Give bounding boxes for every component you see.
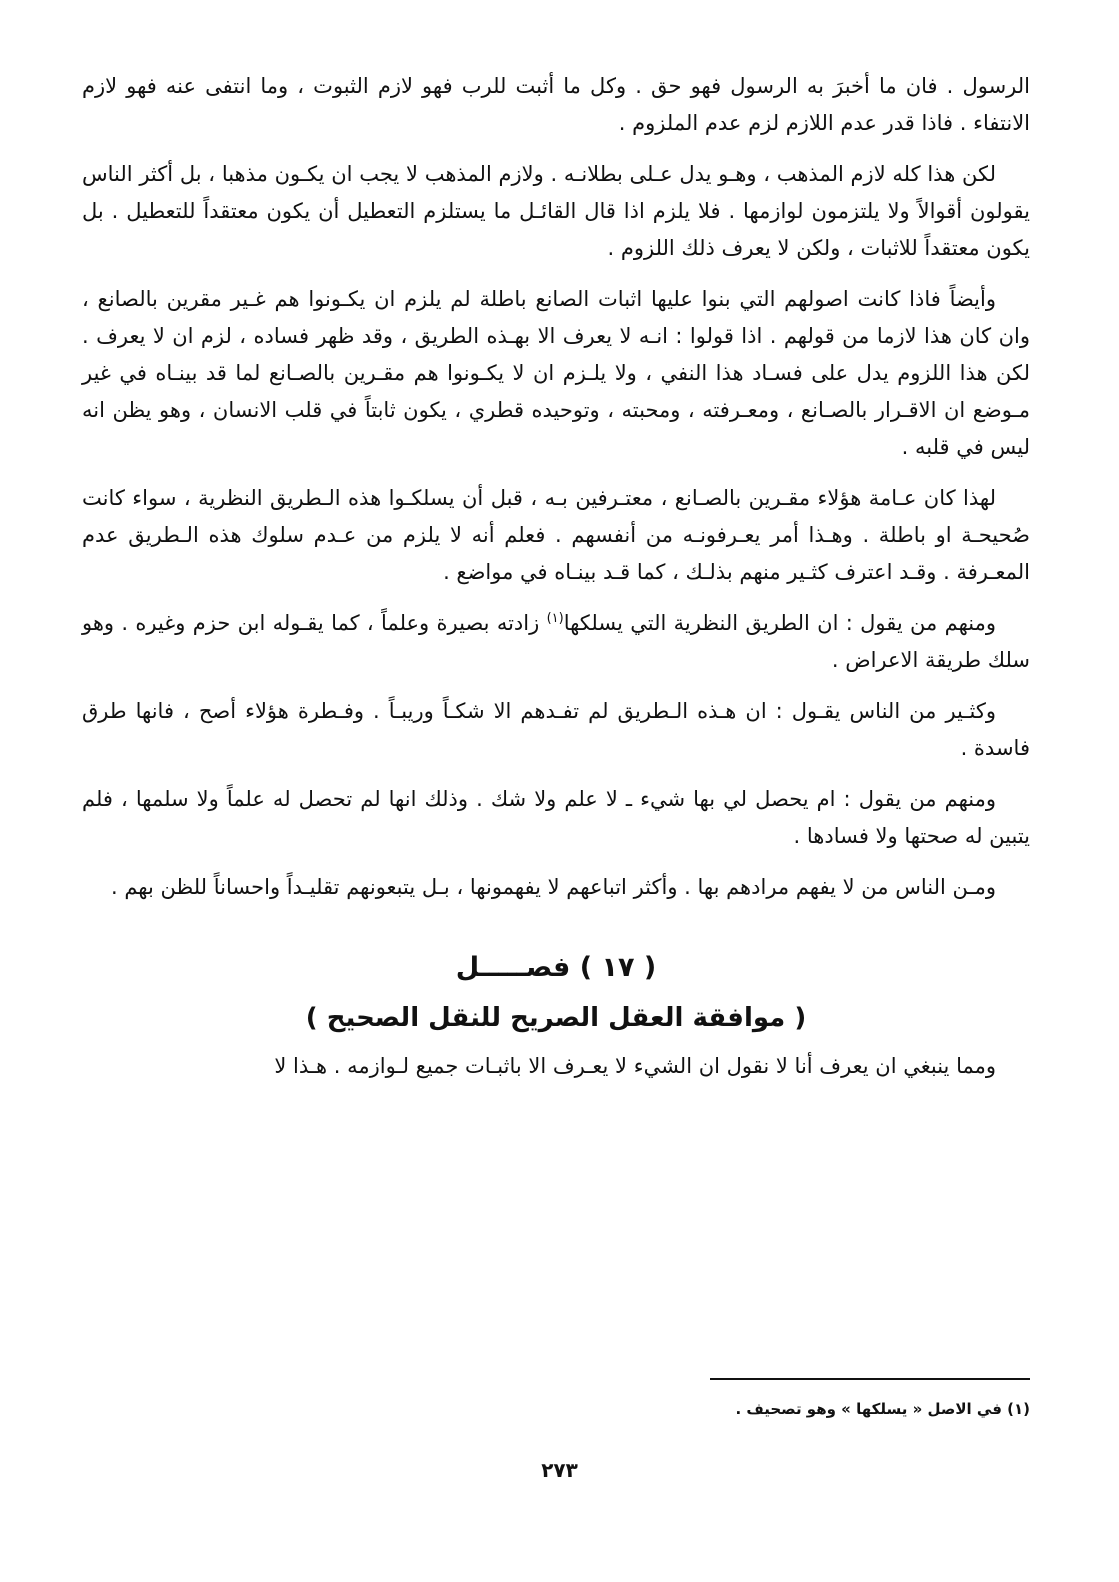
paragraph-5: [82, 605, 1030, 679]
paragraph-4: لهذا كان عـامة هؤلاء مقـرين بالصـانع ، معتـرفين بـه ، قبل أن يسلكـوا هذه الـطريق النظرية ، سواء كانت صُحيحـة او باطلة . وهـذا أمر يعـرفونـه من أنفسهم . فعلم أنه لا يلزم من عـدم سلوك هذه الـطريق عدم المعـرفة . وقـد اعترف كثـير منهم بذلـك ، كما قـد بينـاه في مواضع .: [82, 486, 1030, 584]
paragraph-5-part-2: زادته بصيرة وعلماً ، كما يقـوله ابن حزم وغيره . وهو سلك طريقة الاعراض .: [82, 611, 1030, 672]
section-title-heading: ( موافقة العقل الصريح للنقل الصحيح ): [305, 1003, 807, 1033]
paragraph-1: الرسول . فان ما أخبرَ به الرسول فهو حق . وكل ما أثبت للرب فهو لازم الثبوت ، وما انتفى عنه فهو لازم الانتفاء . فاذا قدر عدم اللازم لزم عدم الملزوم .: [82, 74, 1030, 135]
paragraph-8: ومـن الناس من لا يفهم مرادهم بها . وأكثر اتباعهم لا يفهمونها ، بـل يتبعونهم تقليـداً واحساناً للظن بهم .: [110, 875, 996, 899]
footnote-marker: (١): [546, 611, 564, 626]
footnote: (١) في الاصل « يسلكها » وهو تصحيف .: [735, 1400, 1030, 1418]
page-body: [82, 68, 1030, 1099]
section-number-heading: ( ١٧ ) فصـــــل: [455, 952, 657, 983]
page-number: ٢٧٣: [541, 1458, 578, 1482]
paragraph-2: لكن هذا كله لازم المذهب ، وهـو يدل عـلى بطلانـه . ولازم المذهب لا يجب ان يكـون مذهبا ، بل أكثر الناس يقولون أقوالاً ولا يلتزمون لوازمها . فلا يلزم اذا قال القائـل ما يستلزم التعطيل أن يكون معتقداً للتعطيل . بل يكون معتقداً للاثبات ، ولكن لا يعرف ذلك اللزوم .: [82, 162, 1030, 260]
section-opening-paragraph: ومما ينبغي ان يعرف أنا لا نقول ان الشيء لا يعـرف الا باثبـات جميع لـوازمه . هـذا لا: [274, 1054, 996, 1078]
paragraph-7: ومنهم من يقول : ام يحصل لي بها شيء ـ لا علم ولا شك . وذلك انها لم تحصل له علماً ولا سلمها ، فلم يتبين له صحتها ولا فسادها .: [82, 787, 1030, 848]
paragraph-6: وكثـير من الناس يقـول : ان هـذه الـطريق لم تفـدهم الا شكـاً وريبـاً . وفـطرة هؤلاء أصح ، فانها طرق فاسدة .: [82, 699, 1030, 760]
paragraph-5-part-1: ومنهم من يقول : ان الطريق النظرية التي يسلكها: [563, 611, 996, 635]
paragraph-3: وأيضاً فاذا كانت اصولهم التي بنوا عليها اثبات الصانع باطلة لم يلزم ان يكـونوا هم غـير مقرين بالصانع ، وان كان هذا لازما من قولهم . اذا قولوا : انـه لا يعرف الا بهـذه الطريق ، وقد ظهر فساده ، لزم ان لا يعرف . لكن هذا اللزوم يدل على فسـاد هذا النفي ، ولا يلـزم ان لا يكـونوا هم مقـرين بالصـانع لما قد بينـاه في غير مـوضع ان الاقـرار بالصـانع ، ومعـرفته ، ومحبته ، وتوحيده قطري ، يكون ثابتاً في قلب الانسان ، وهو يظن انه ليس في قلبه .: [82, 287, 1030, 459]
footnote-divider: [710, 1378, 1030, 1380]
